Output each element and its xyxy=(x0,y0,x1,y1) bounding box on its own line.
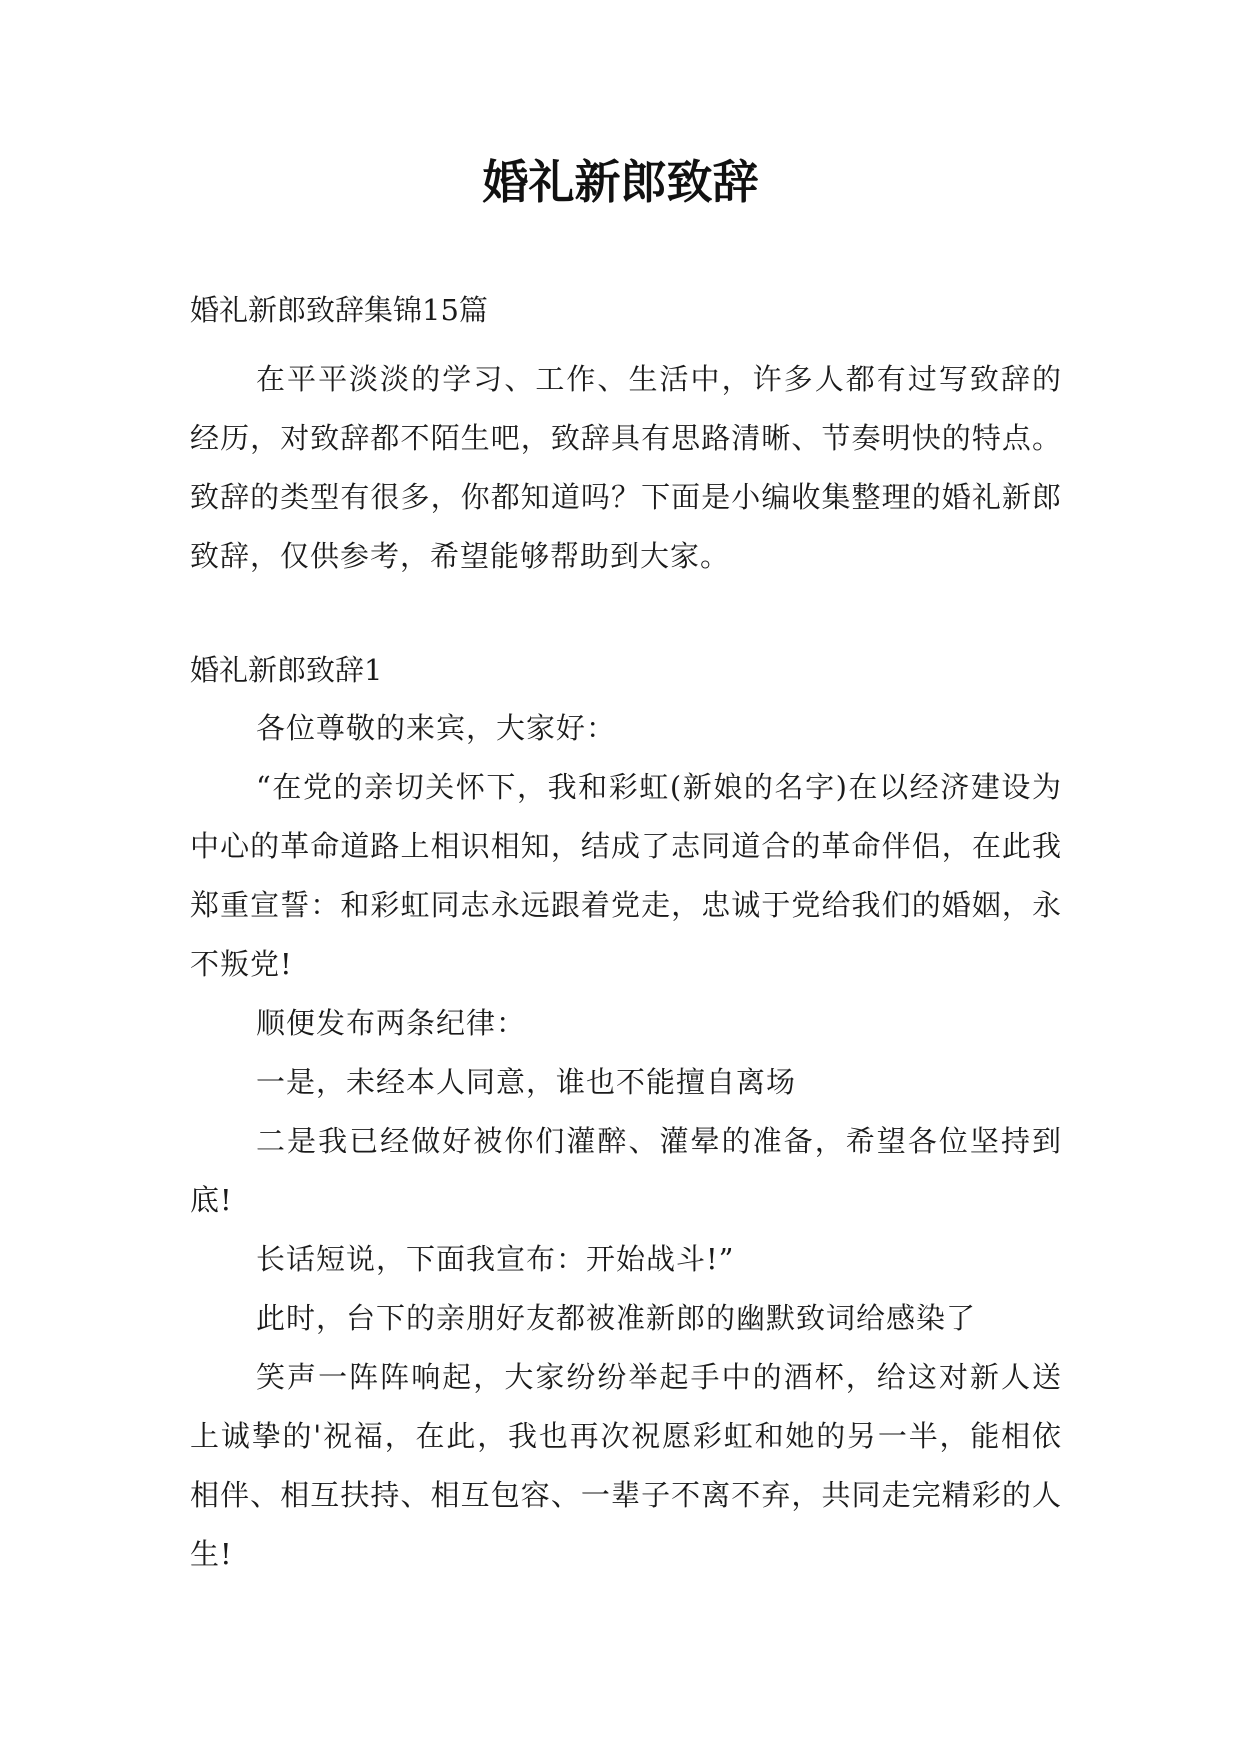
document-subtitle: 婚礼新郎致辞集锦15篇 xyxy=(190,293,488,327)
body-paragraph: 一是，未经本人同意，谁也不能擅自离场 xyxy=(256,1065,797,1099)
body-paragraph: 笑声一阵阵响起，大家纷纷举起手中的酒杯，给这对新人送上诚挚的'祝福，在此，我也再次祝愿彩虹和她的另一半，能相依相伴、相互扶持、相互包容、一辈子不离不弃，共同走完精彩的人生! xyxy=(190,1360,1062,1571)
speech-section-1 xyxy=(190,641,1062,1584)
body-paragraph: 顺便发布两条纪律： xyxy=(256,1006,527,1040)
section-heading: 婚礼新郎致辞1 xyxy=(190,653,383,687)
body-paragraph: 二是我已经做好被你们灌醉、灌晕的准备，希望各位坚持到底! xyxy=(190,1124,1062,1217)
intro-paragraph: 在平平淡淡的学习、工作、生活中，许多人都有过写致辞的经历，对致辞都不陌生吧，致辞具有思路清晰、节奏明快的特点。致辞的类型有很多，你都知道吗？下面是小编收集整理的婚礼新郎致辞，仅供参考，希望能够帮助到大家。 xyxy=(190,362,1062,573)
body-paragraph: “在党的亲切关怀下，我和彩虹(新娘的名字)在以经济建设为中心的革命道路上相识相知，结成了志同道合的革命伴侣，在此我郑重宣誓：和彩虹同志永远跟着党走，忠诚于党给我们的婚姻，永不叛党! xyxy=(190,770,1062,981)
document-title: 婚礼新郎致辞 xyxy=(482,155,759,209)
body-paragraph: 此时，台下的亲朋好友都被准新郎的幽默致词给感染了 xyxy=(256,1301,977,1335)
body-paragraph: 长话短说，下面我宣布：开始战斗!” xyxy=(256,1242,735,1276)
body-paragraph: 各位尊敬的来宾，大家好： xyxy=(256,711,617,745)
